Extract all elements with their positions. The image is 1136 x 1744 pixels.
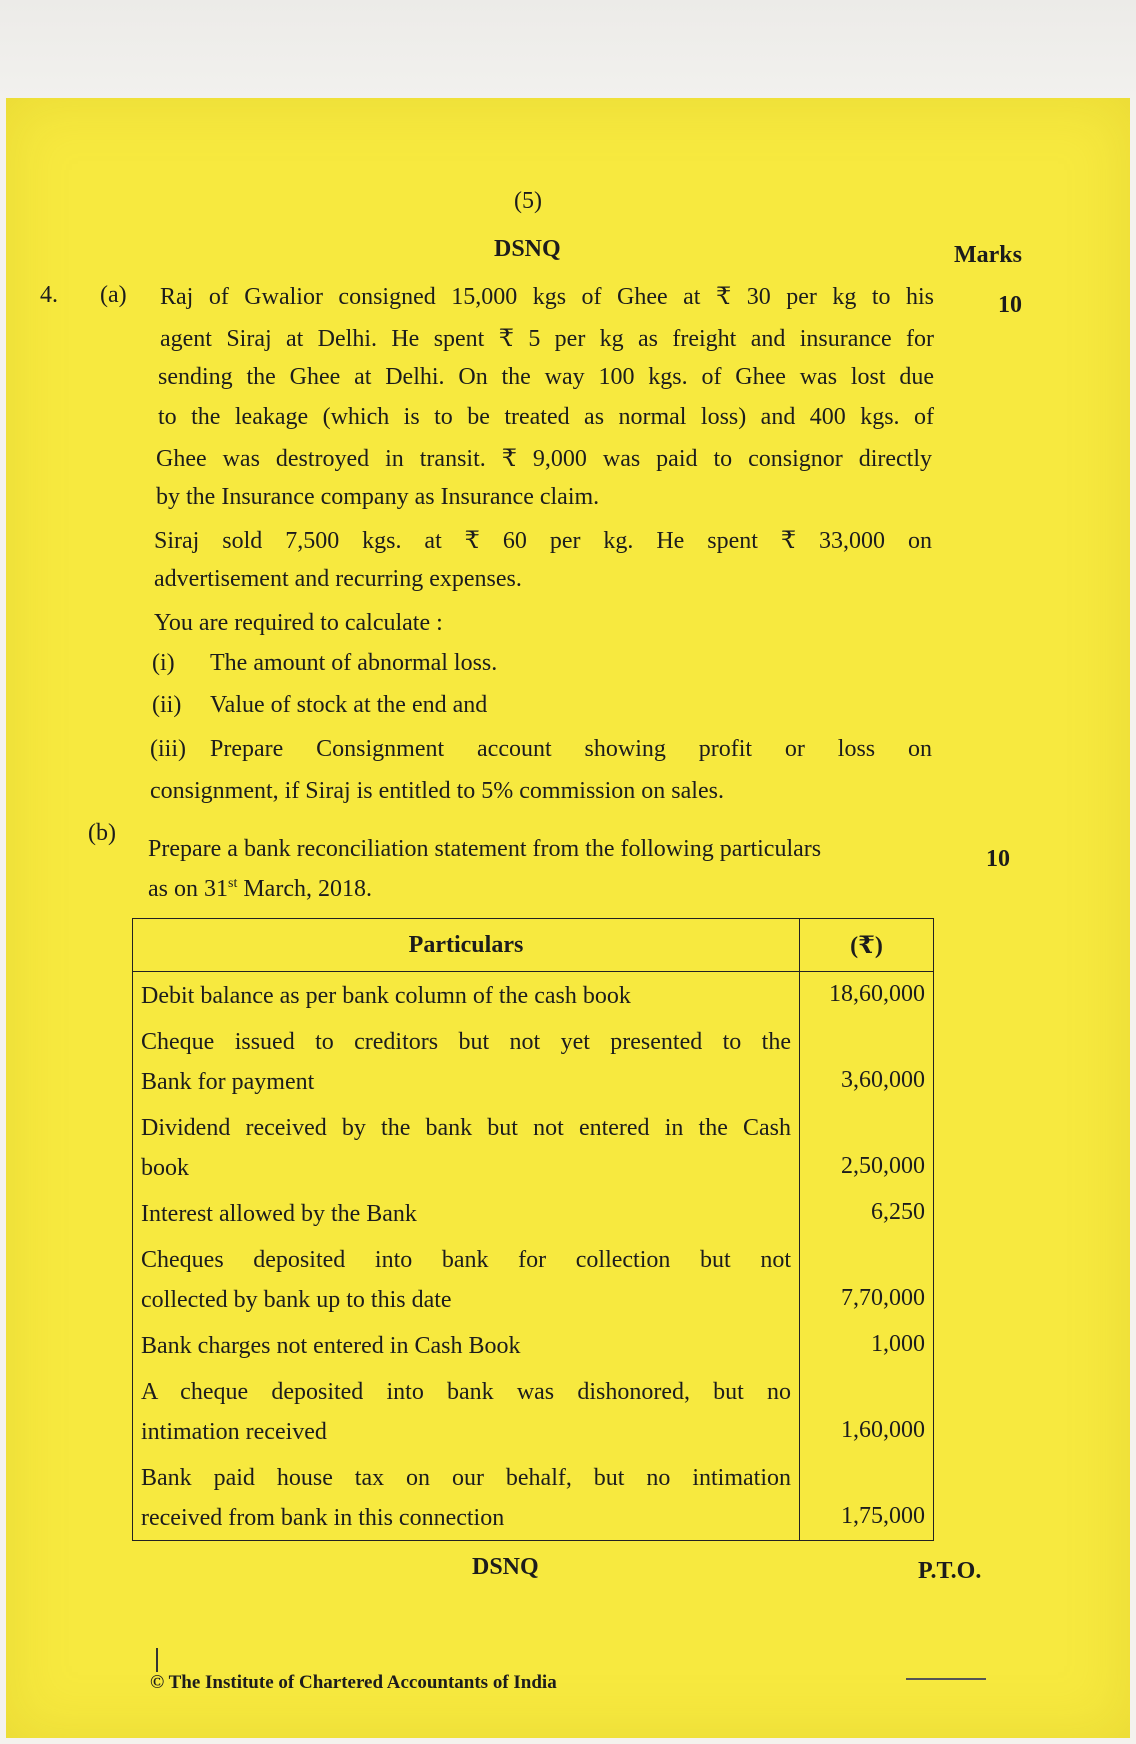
- part-b-label: (b): [88, 820, 116, 846]
- table-row: [133, 1322, 934, 1368]
- table-row: [133, 1368, 934, 1454]
- amount-cell: 1,60,000: [800, 1368, 934, 1454]
- amount-cell: 1,000: [800, 1322, 934, 1368]
- part-a-line: advertisement and recurring expenses.: [154, 566, 522, 592]
- particulars-header: Particulars: [133, 919, 800, 972]
- paper-code: DSNQ: [494, 236, 561, 262]
- date-suffix: st: [228, 876, 238, 891]
- margin-tick-mark: [156, 1648, 158, 1672]
- part-b-marks: 10: [986, 846, 1010, 872]
- particular-cell: [133, 1368, 800, 1454]
- particular-text: Cheques deposited into bank for collection but not: [141, 1247, 791, 1273]
- particular-text: Debit balance as per bank column of the cash book: [141, 983, 631, 1009]
- particular-text: A cheque deposited into bank was dishonored, but no: [141, 1379, 791, 1405]
- particular-text: received from bank in this connection: [141, 1505, 505, 1531]
- part-a-line: Ghee was destroyed in transit. ₹ 9,000 was paid to consignor directly: [156, 446, 932, 472]
- item-number: (iii): [150, 736, 186, 762]
- particular-text: intimation received: [141, 1419, 327, 1445]
- item-text-continued: consignment, if Siraj is entitled to 5% commission on sales.: [150, 778, 724, 804]
- item-number: (ii): [152, 692, 182, 718]
- part-b-date-suffix: March, 2018.: [237, 876, 372, 902]
- part-b-date-line: [148, 876, 372, 903]
- item-text: The amount of abnormal loss.: [210, 650, 498, 676]
- part-a-line: to the leakage (which is to be treated as normal loss) and 400 kgs. of: [158, 404, 934, 430]
- table-row: [133, 1454, 934, 1541]
- particular-cell: [133, 1322, 800, 1368]
- amount-cell: 7,70,000: [800, 1236, 934, 1322]
- part-a-line: agent Siraj at Delhi. He spent ₹ 5 per kg as freight and insurance for: [160, 326, 934, 352]
- bank-reconciliation-table: [132, 918, 934, 1541]
- instruction-text: You are required to calculate :: [154, 610, 443, 636]
- part-a-line: sending the Ghee at Delhi. On the way 100 kgs. of Ghee was lost due: [158, 364, 934, 390]
- amount-header: (₹): [800, 919, 934, 972]
- particular-text: Cheque issued to creditors but not yet presented to the: [141, 1029, 791, 1055]
- particular-text: Dividend received by the bank but not entered in the Cash: [141, 1115, 791, 1141]
- particular-text: collected by bank up to this date: [141, 1287, 452, 1313]
- item-text: Value of stock at the end and: [210, 692, 488, 718]
- table-row: [133, 1104, 934, 1190]
- particular-cell: [133, 1104, 800, 1190]
- table-row: [133, 1190, 934, 1236]
- item-text: Prepare Consignment account showing profit or loss on: [210, 736, 932, 762]
- amount-cell: 6,250: [800, 1190, 934, 1236]
- pto-label: P.T.O.: [918, 1558, 982, 1584]
- amount-cell: 18,60,000: [800, 972, 934, 1019]
- part-a-line: Siraj sold 7,500 kgs. at ₹ 60 per kg. He spent ₹ 33,000 on: [154, 528, 932, 554]
- particular-text: book: [141, 1155, 189, 1181]
- signature-mark: [906, 1672, 986, 1680]
- amount-cell: 2,50,000: [800, 1104, 934, 1190]
- item-number: (i): [152, 650, 175, 676]
- amount-cell: 1,75,000: [800, 1454, 934, 1541]
- scan-top-margin: [0, 0, 1136, 100]
- part-a-marks: 10: [998, 292, 1022, 318]
- amount-cell: 3,60,000: [800, 1018, 934, 1104]
- part-b-date-prefix: as on 31: [148, 876, 228, 902]
- particular-text: Bank paid house tax on our behalf, but no intimation: [141, 1465, 791, 1491]
- part-a-line: Raj of Gwalior consigned 15,000 kgs of Ghee at ₹ 30 per kg to his: [160, 284, 934, 310]
- particular-cell: [133, 972, 800, 1019]
- particular-text: Bank charges not entered in Cash Book: [141, 1333, 521, 1359]
- particular-cell: [133, 1454, 800, 1541]
- part-a-line: by the Insurance company as Insurance claim.: [156, 484, 600, 510]
- particular-cell: [133, 1236, 800, 1322]
- question-number: 4.: [40, 282, 58, 308]
- marks-heading: Marks: [954, 242, 1022, 268]
- footer-paper-code: DSNQ: [472, 1554, 539, 1580]
- particular-cell: [133, 1018, 800, 1104]
- particular-cell: [133, 1190, 800, 1236]
- page-number: (5): [514, 188, 542, 214]
- part-b-line: Prepare a bank reconciliation statement from the following particulars: [148, 836, 822, 862]
- table-row: [133, 1018, 934, 1104]
- copyright-notice: © The Institute of Chartered Accountants of India: [150, 1672, 557, 1693]
- part-a-label: (a): [100, 282, 127, 308]
- particular-text: Interest allowed by the Bank: [141, 1201, 417, 1227]
- table-row: [133, 1236, 934, 1322]
- particular-text: Bank for payment: [141, 1069, 315, 1095]
- table-header-row: [133, 919, 934, 972]
- table-row: [133, 972, 934, 1019]
